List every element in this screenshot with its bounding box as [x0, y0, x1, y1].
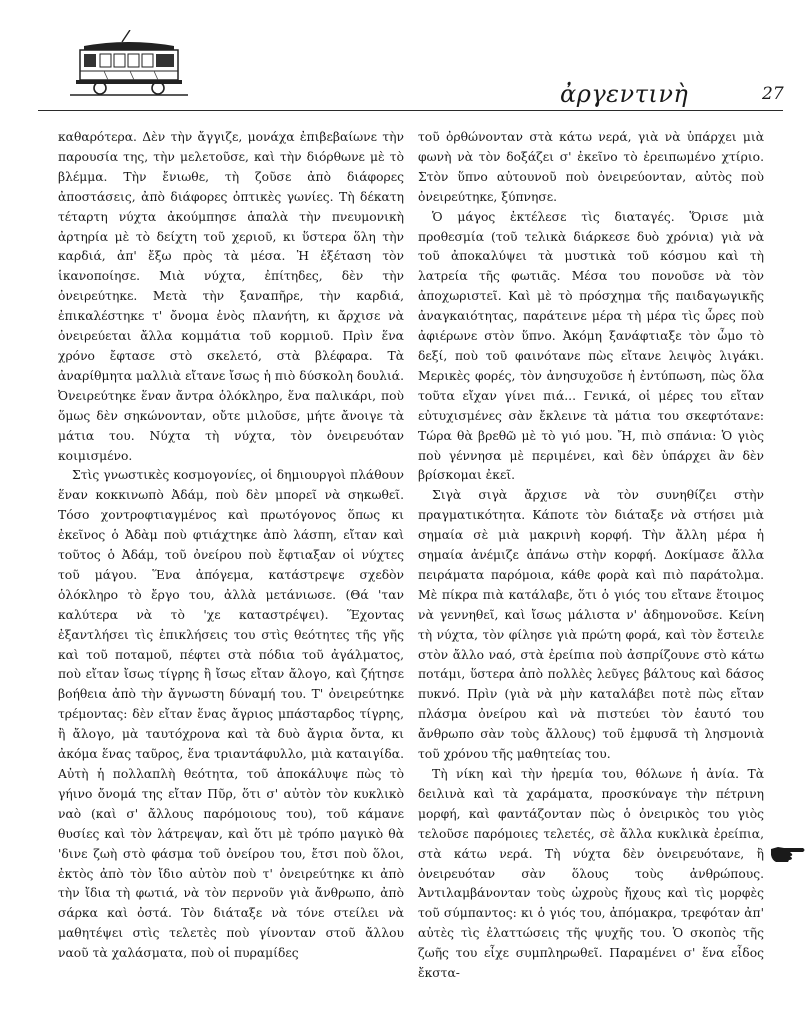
right-column [418, 128, 764, 984]
paragraph: Σιγὰ σιγὰ ἄρχισε νὰ τὸν συνηθίζει στὴν πραγματικότητα. Κάποτε τὸν διάταξε νὰ στήσει μιὰ σημαία σὲ μιὰ μακρινὴ κορφή. Τὴν ἄλλη μέρα ἡ σημαία ἀνέμιζε ἀπάνω στὴν κορφή. Δοκίμασε ἄλλα πειράματα παρόμοια, κάθε φορὰ καὶ πιὸ παράτολμα. Μὲ πίκρα πιὰ κατάλαβε, ὅτι ὁ γιός του εἴτανε ἕτοιμος νὰ γεννηθεῖ, καὶ ἴσως μάλιστα ν' ἀδημονοῦσε. Κείνη τὴ νύχτα, τὸν φίλησε γιὰ πρώτη φορά, καὶ τὸν ἔστειλε στὸν ἄλλο ναό, στὰ ἐρείπια ποὺ ἀσπρίζουνε στὸ κάτω ποτάμι, ὕστερα ἀπὸ πολλὲς λεῦγες βάλτους καὶ δάσος πυκνό. Πρὶν (γιὰ νὰ μὴν καταλάβει ποτὲ πὼς εἴταν πλάσμα ὀνείρου καὶ νὰ πιστεύει τὸν ἑαυτό του ἄνθρωπο σὰν τοὺς ἄλλους) τοῦ ἐμφυσᾶ τὴ λησμονιὰ τοῦ χρόνου τῆς μαθητείας του. [418, 488, 764, 762]
paragraph: τοῦ ὀρθώνονταν στὰ κάτω νερά, γιὰ νὰ ὑπάρχει μιὰ φωνὴ νὰ τὸν δοξάζει σ' ἐκεῖνο τὸ ἐρειπωμένο χτίριο. Στὸν ὕπνο αὐτουνοῦ ποὺ ὀνειρεύονταν, αὐτὸς ποὺ ὀνειρεύτηκε, ξύπνησε. [418, 130, 764, 204]
left-column [58, 128, 404, 964]
paragraph: Ὁ μάγος ἐκτέλεσε τὶς διαταγές. Ὅρισε μιὰ προθεσμία (τοῦ τελικὰ διάρκεσε δυὸ χρόνια) γιὰ νὰ τοῦ ἀποκαλύψει τὰ μυστικὰ τοῦ κόσμου καὶ τὴ λατρεία τῆς φωτιᾶς. Μέσα του πονοῦσε νὰ τὸν ἀποχωριστεῖ. Καὶ μὲ τὸ πρόσχημα τῆς παιδαγωγικῆς ἀναγκαιότητας, παράτεινε μέρα τὴ μέρα τὶς ὧρες ποὺ ἀφιέρωνε στὸν ὕπνο. Ἀκόμη ξανάφτιαξε τὸν ὦμο τὸ δεξί, ποὺ τοῦ φαινότανε πὼς εἴτανε λειψὸς λιγάκι. Μερικὲς φορές, τὸν ἀνησυχοῦσε ἡ ἐντύπωση, πὼς ὅλα τοῦτα εἴχαν γίνει πιά... Γενικά, οἱ μέρες του εἴταν εὐτυχισμένες σὰν ἔκλεινε τὰ μάτια του σκεφτότανε: Τώρα θὰ βρεθῶ μὲ τὸ γιό μου. Ἤ, πιὸ σπάνια: Ὁ γιὸς ποὺ γέννησα μὲ περιμένει, καὶ δὲν ὑπάρχει ἂν δὲν βρίσκομαι ἐκεῖ. [418, 209, 764, 483]
running-title: ἀργεντινὴ [560, 80, 689, 108]
paragraph: Στὶς γνωστικὲς κοσμογονίες, οἱ δημιουργοὶ πλάθουν ἕναν κοκκινωπὸ Ἀδάμ, ποὺ δὲν μπορεῖ νὰ σηκωθεῖ. Τόσο χοντροφτιαγμένος καὶ πρωτόγονος ὅπως κι ἐκεῖνος ὁ Ἀδὰμ ποὺ φτιάχτηκε ἀπὸ λάσπη, εἴταν καὶ τοῦτος ὁ Ἀδάμ, τοῦ ὀνείρου ποὺ ἔφτιαξαν οἱ νύχτες τοῦ μάγου. Ἕνα ἀπόγεμα, κατάστρεψε σχεδὸν ὁλόκληρο τὸ ἔργο του, ἀλλὰ μετάνιωσε. (Θά 'ταν καλύτερα νὰ τὸ 'χε καταστρέψει). Ἕχοντας ἐξαντλήσει τὶς ἐπικλήσεις του στὶς θεότητες τῆς γῆς καὶ τοῦ ποταμοῦ, πέφτει στὰ πόδια τοῦ ἀγάλματος, ποὺ εἴταν ἴσως τίγρης ἢ ἴσως εἴταν ἄλογο, καὶ ζήτησε βοήθεια ἀπὸ τὴν ἄγνωστη δύναμή του. Τ' ὀνειρεύτηκε τρέμοντας: δὲν εἴταν ἕνας ἄγριος μπάσταρδος τίγρης, ἢ ἄλογο, μὰ ταυτόχρονα καὶ τὰ δυὸ ἄγρια ὄντα, κι ἀκόμα ἕνας ταῦρος, ἕνα τριαντάφυλλο, μιὰ καταιγίδα. Αὐτὴ ἡ πολλαπλὴ θεότητα, τοῦ ἀποκάλυψε πὼς τὸ γήινο ὄνομά της εἴταν Πῦρ, ὅτι σ' αὐτὸν τὸν κυκλικὸ ναὸ (καὶ σ' ἄλλους παρόμοιους του), τοῦ κάμανε θυσίες καὶ τὸν λάτρεψαν, καὶ ὅτι μὲ τρόπο μαγικὸ θὰ 'δινε ζωὴ στὸ φάσμα τοῦ ὀνείρου του, ἔτσι ποὺ ὅλοι, ἐκτὸς ἀπὸ τὸν ἴδιο αὐτὸν ποὺ τ' ὀνειρεύτηκε κι ἀπὸ τὴν ἴδια τὴ φωτιά, νὰ τὸν περνοῦν γιὰ ἄνθρωπο, ἀπὸ σάρκα καὶ ὀστά. Τὸν διάταξε νὰ τόνε στείλει νὰ μαθητέψει στὶς τελετὲς ποὺ γίνονταν στοῦ ἄλλου ναοῦ τὰ χαλάσματα, ποὺ οἱ πυραμίδες [58, 468, 404, 961]
pointing-hand-icon [770, 843, 806, 863]
paragraph: Τὴ νίκη καὶ τὴν ἠρεμία του, θόλωνε ἡ ἀνία. Τὰ δειλινὰ καὶ τὰ χαράματα, προσκύναγε τὴν πέτρινη μορφή, καὶ φαντάζονταν πὼς ὁ ὀνειρικὸς του γιὸς τελοῦσε παρόμοιες τελετές, σὲ ἄλλα κυκλικὰ ἐρείπια, στὰ κάτω νερά. Τὴ νύχτα δὲν ὀνειρευότανε, ἢ ὀνειρευόταν σὰν ὅλους τοὺς ἀνθρώπους. Ἀντιλαμβάνονταν τοὺς ὠχροὺς ἤχους καὶ τὶς μορφὲς τοῦ σύμπαντος: κι ὁ γιός του, ἀπόμακρα, τρεφόταν ἀπ' αὐτὲς τὶς ἐλαττώσεις τῆς ψυχῆς του. Ὁ σκοπὸς τῆς ζωῆς του εἶχε συμπληρωθεῖ. Παραμένει σ' ἕνα εἶδος ἔκστα- [418, 767, 764, 981]
paragraph: καθαρότερα. Δὲν τὴν ἄγγιζε, μονάχα ἐπιβεβαίωνε τὴν παρουσία της, τὴν μελετοῦσε, καὶ τὴν διόρθωνε μὲ τὸ βλέμμα. Τὴν ἔνιωθε, τὴ ζοῦσε ἀπὸ διάφορες ἀποστάσεις, ἀπὸ διάφορες ὀπτικὲς γωνίες. Τὴ δέκατη τέταρτη νύχτα ἀκούμπησε ἁπαλὰ τὴν πνευμονικὴ ἀρτηρία μὲ τὸ δείχτη τοῦ χεριοῦ, κι ὕστερα ὅλη τὴν καρδιά, ἀπ' ἔξω πρὸς τὰ μέσα. Ἡ ἐξέταση τὸν ἱκανοποίησε. Μιὰ νύχτα, ἐπίτηδες, δὲν τὴν ὀνειρεύτηκε. Μετὰ τὴν ξαναπῆρε, τὴν καρδιά, ἐπικαλέστηκε τ' ὄνομα ἑνὸς πλανήτη, κι ἄρχισε νὰ ὀνειρεύεται ἄλλα κομμάτια τοῦ κορμιοῦ. Πρὶν ἕνα χρόνο ἔφτασε στὸ σκελετό, στὰ βλέφαρα. Τὰ ἀναρίθμητα μαλλιὰ εἴτανε ἴσως ἡ πιὸ δύσκολη δουλιά. Ὀνειρεύτηκε ἕναν ἄντρα ὁλόκληρο, ἕνα παλικάρι, ποὺ ὅμως δὲν σηκώνονταν, οὔτε μιλοῦσε, μήτε ἄνοιγε τὰ μάτια του. Νύχτα τὴ νύχτα, τὸν ὀνειρευόταν κοιμισμένο. [58, 130, 404, 463]
tram-car-icon [70, 30, 188, 96]
page-number: 27 [762, 84, 784, 104]
header-rule [38, 110, 783, 111]
